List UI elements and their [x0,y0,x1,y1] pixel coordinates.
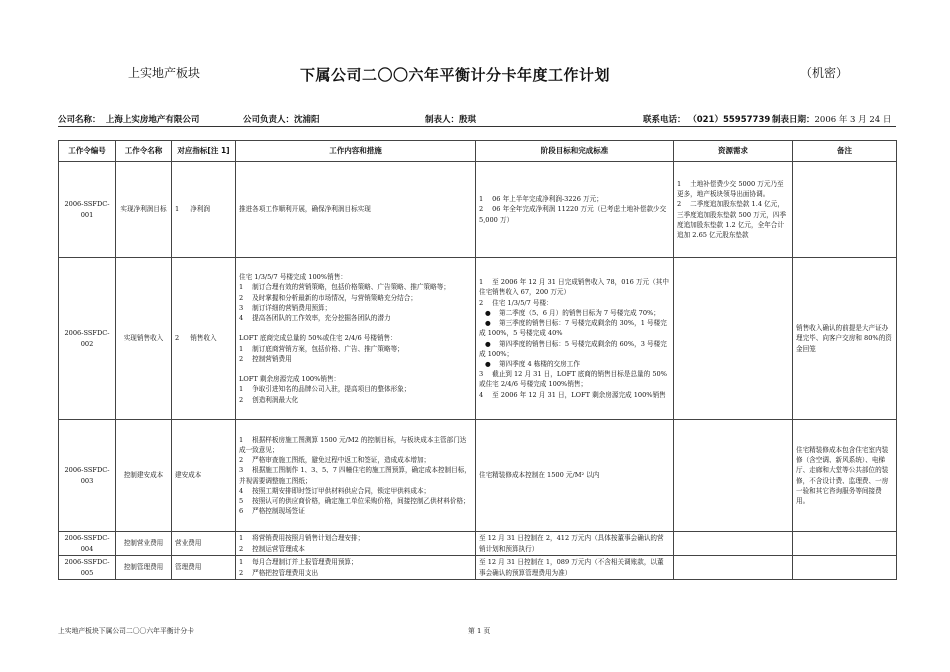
target-bullet: 第四季度 4 栋楼的交房工作 [499,359,580,368]
content-text: 严格控制现场签证 [252,507,305,516]
resource-number: 2 [677,200,682,209]
target-number: 2 [479,298,484,307]
content-number: 2 [239,293,244,302]
content-number: 1 [239,385,244,394]
content-text: 提高各团队的工作效率，充分挖掘各团队的潜力 [252,313,391,322]
indicator-no: 2 [175,334,180,343]
content-line: LOFT 底商完成总量的 50%或住宅 2/4/6 号楼销售： [239,334,397,343]
row-targets [476,258,674,420]
col-header-name: 工作令名称 [116,141,172,162]
footer-doc-title: 上实地产板块下属公司二〇〇六年平衡计分卡 [58,627,194,635]
bullet-icon: ● [485,308,491,317]
col-header-targets: 阶段目标和完成标准 [476,141,674,162]
content-number: 3 [239,303,244,312]
date-value: 2006 年 3 月 24 日 [814,115,892,125]
target-number: 4 [479,390,484,399]
row-name: 实现销售收入 [116,258,172,420]
row-resources [674,420,793,532]
row-code: 2006-SSFDC-003 [59,420,116,532]
target-bullet: 第四季度的销售目标：5 号楼完成剩余的 60%，3 号楼完成 100%； [479,339,667,358]
row-content [236,532,476,556]
target-number: 2 [479,205,484,214]
target-text: 至 2006 年 12 月 31 日完成销售收入 78，016 万元（其中住宅销售收入 67，200 万元） [479,278,669,297]
row-content [236,258,476,420]
content-text: 根据样板房施工图测算 1500 元/M2 的控制目标，与板块成本主管部门达成一致意见； [239,435,467,454]
content-text: 控制运营管理成本 [252,544,305,553]
col-header-code: 工作令编号 [59,141,116,162]
bullet-icon: ● [485,319,491,328]
content-text: 创造利润最大化 [252,395,299,404]
content-text: 严格把控管理费用支出 [252,568,319,577]
target-bullet: 第三季度的销售目标：7 号楼完成剩余的 30%，1 号楼完成 100%，5 号楼完成 40% [479,319,667,338]
date-info [772,113,891,125]
content-text: 严格审查施工图纸，避免过程中返工和签证，造成成本增加； [252,456,431,465]
work-plan-table [58,140,897,580]
row-resources [674,532,793,556]
table-row [59,532,897,556]
resource-text: 土地补偿费少交 5000 万元乃至更多，地产板块领导出面协调。 [677,179,784,199]
target-text: 截止到 12 月 31 日，LOFT 底商的销售目标是总量的 50%或住宅 2/4/6 号楼完成 100%销售； [479,370,667,389]
target-number: 1 [479,278,484,287]
confidential-mark: （机密） [800,66,849,80]
row-targets: 住宅精装修成本控制在 1500 元/M² 以内 [476,420,674,532]
company-value: 上海上实房地产有限公司 [105,115,200,125]
table-row [59,162,897,258]
row-code: 2006-SSFDC-005 [59,556,116,580]
indicator-label: 管理费用 [175,563,202,572]
col-header-resources: 资源需求 [674,141,793,162]
content-number: 2 [239,544,244,553]
date-label: 制表日期： [772,115,815,125]
row-targets: 至 12 月 31 日控制在 2，412 万元内（具体按董事会确认的营销计划和预算执行） [476,532,674,556]
row-name: 控制营业费用 [116,532,172,556]
content-text: 按照认可的供应商价格，确定施工单位采购价格，间接控制乙供材料价格； [252,496,470,505]
row-code: 2006-SSFDC-004 [59,532,116,556]
content-number: 1 [239,344,244,353]
content-text: 制订底商营销方案，包括价格、广告、推广策略等； [252,344,404,353]
preparer-info: 制表人：殷琪 [425,115,477,125]
target-text: 06 年全年完成净利润 11220 万元（已考虑土地补偿款少交 5,000 万） [479,205,667,224]
company-label: 公司名称： [58,115,101,125]
target-text: 06 年上半年完成净利润-3226 万元； [492,195,603,204]
content-number: 4 [239,313,244,322]
row-content: 推进各项工作顺利开展，确保净利润目标实现 [236,162,476,258]
col-header-indicator: 对应指标[注 1] [172,141,236,162]
content-text: 将营销费用按照月销售计划合理安排； [252,534,365,543]
row-content [236,556,476,580]
row-targets [476,162,674,258]
content-line: 住宅 1/3/5/7 号楼完成 100%销售： [239,273,347,282]
target-text: 至 2006 年 12 月 31 日，LOFT 剩余房源完成 100%销售 [492,390,666,399]
sector-name: 上实地产板块 [128,66,201,80]
row-name: 实现净利润目标 [116,162,172,258]
content-number: 1 [239,283,244,292]
row-indicator [172,420,236,532]
table-row [59,258,897,420]
row-resources [674,556,793,580]
content-number: 6 [239,507,244,516]
row-targets: 至 12 月 31 日控制在 1，089 万元内（不含相关调账款，以董事会确认的预算管理费用为准） [476,556,674,580]
content-line: LOFT 剩余房源完成 100%销售： [239,375,341,384]
indicator-label: 建安成本 [175,471,202,480]
row-code: 2006-SSFDC-002 [59,258,116,420]
content-number: 5 [239,496,244,505]
content-text: 每月合理制订并上报管理费用预算； [252,558,358,567]
row-indicator [172,532,236,556]
manager-info: 公司负责人：沈浦阳 [243,115,320,125]
bullet-icon: ● [485,359,491,368]
content-text: 控制营销费用 [252,354,292,363]
content-text: 按照工期安排即时签订甲供材料供应合同，锁定甲供料成本； [252,486,431,495]
row-code: 2006-SSFDC-001 [59,162,116,258]
content-number: 1 [239,558,244,567]
header-rule [58,126,896,127]
indicator-label: 销售收入 [190,334,217,343]
content-number: 3 [239,466,244,475]
row-remark: 销售收入确认的前提是大产证办理完毕、向客户交房和 80%的资金回笼 [793,258,897,420]
content-text: 根据施工图制作 1、3、5、7 四幢住宅的施工图预算，确定成本控制目标，并视需要调整施工图纸； [239,466,471,485]
indicator-no: 1 [175,205,180,214]
row-name: 控制建安成本 [116,420,172,532]
col-header-content: 工作内容和措施 [236,141,476,162]
target-number: 3 [479,370,484,379]
table-header-row [59,141,897,162]
content-number: 1 [239,435,244,444]
row-content [236,420,476,532]
content-number: 4 [239,486,244,495]
row-indicator [172,258,236,420]
content-text: 及时掌握和分析最新的市场情况，与营销策略充分结合； [252,293,417,302]
footer-page-number: 第 1 页 [468,627,491,635]
col-header-remark: 备注 [793,141,897,162]
row-remark [793,556,897,580]
row-remark [793,162,897,258]
row-indicator [172,556,236,580]
indicator-label: 营业费用 [175,539,202,548]
bullet-icon: ● [485,339,491,348]
indicator-label: 净利润 [190,205,210,214]
row-name: 控制管理费用 [116,556,172,580]
target-number: 1 [479,195,484,204]
resource-text: 二季度追加股东垫款 1.4 亿元，三季度追加股东垫款 500 万元，四季度追加股东垫款 1.2 亿元，全年合计追加 2.65 亿元股东垫款 [677,200,787,239]
row-remark [793,532,897,556]
table-row [59,556,897,580]
content-number: 2 [239,568,244,577]
target-bullet: 第二季度（5、6 月）的销售目标为 7 号楼完成 70%； [499,308,660,317]
resource-number: 1 [677,179,682,188]
content-number: 2 [239,354,244,363]
content-text: 争取引进知名的品牌公司入驻，提高项目的整体形象； [252,385,411,394]
table-row [59,420,897,532]
row-resources [674,162,793,258]
content-number: 1 [239,534,244,543]
phone-info [643,113,770,125]
content-text: 制订合理有效的营销策略，包括价格策略、广告策略、推广策略等； [252,283,450,292]
content-number: 2 [239,395,244,404]
content-text: 制订详细的营销费用预算； [252,303,332,312]
info-bar [58,113,894,127]
content-number: 2 [239,456,244,465]
phone-label: 联系电话： [643,115,686,125]
row-indicator [172,162,236,258]
row-remark: 住宅精装修成本包含住宅室内装修（含空调、新风系统）、电梯厅、走廊和大堂等公共部位的装修，不含设计费、监理费、一房一验和其它咨询服务等间接费用。 [793,420,897,532]
row-resources [674,258,793,420]
phone-value: （021）55957739 [688,115,771,125]
target-text: 住宅 1/3/5/7 号楼： [492,298,553,307]
document-title: 下属公司二〇〇六年平衡计分卡年度工作计划 [300,66,611,84]
company-info [58,113,199,125]
